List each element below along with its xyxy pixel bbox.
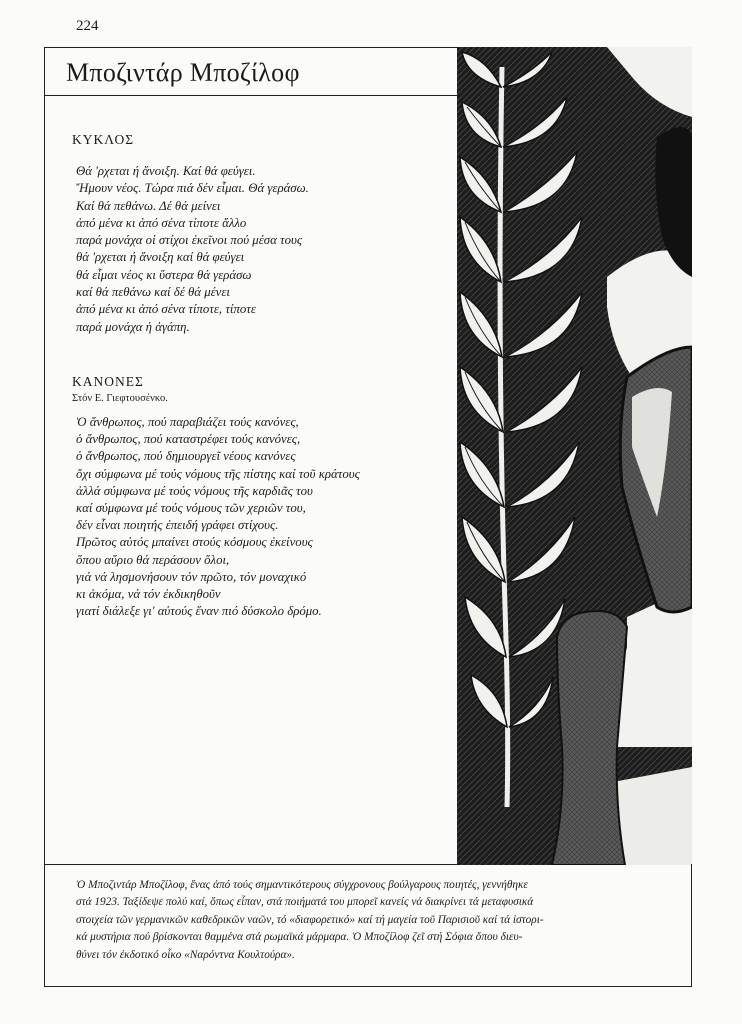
poem-line: δέν εἶναι ποιητής ἐπειδή γράφει στίχους. xyxy=(76,518,279,533)
bio-line: Ὁ Μποζιντάρ Μποζίλοφ, ἕνας ἀπό τούς σημαντικότερους σύγχρονους βούλγαρους ποιητές, γεννήθηκε xyxy=(76,879,528,891)
poem-line: Θά 'ρχεται ή ἄνοιξη. Καί θά φεύγει. xyxy=(76,164,256,178)
poem-line: ὁ ἄνθρωπος, πού δημιουργεῖ νέους κανόνες xyxy=(76,449,296,464)
poem-line: θά 'ρχεται ή ἄνοιξη καί θά φεύγει xyxy=(76,250,245,265)
poem-line: παρά μονάχα ἡ ἀγάπη. xyxy=(76,319,190,334)
poem-dedication: Στόν Ε. Γιεφτουσένκο. xyxy=(72,393,168,404)
author-bio-text xyxy=(76,877,544,964)
bio-line: στοιχεία τῶν γερμανικῶν καθεδρικῶν ναῶν, τό «διαφορετικό» καί τή μαγεία τοῦ Παρισιοῦ καί τά ἱστορι- xyxy=(76,913,544,926)
bio-line: κά μυστήρια πού βρίσκονται θαμμένα στά ρωμαϊκά μάρμαρα. Ὁ Μποζίλοφ ζεῖ στή Σόφια ὅπου διευ- xyxy=(76,931,523,944)
author-title: Μποζιντάρ Μποζίλοφ xyxy=(66,58,300,87)
poem-line: Πρῶτος αὐτός μπαίνει στούς κόσμους ἐκείνους xyxy=(76,535,313,550)
poem-line: ἀλλά σύμφωνα μέ τούς νόμους τῆς καρδιᾶς του xyxy=(76,483,313,498)
bio-line: θύνει τόν ἐκδοτικό οἶκο «Ναρόντνα Κουλτούρα». xyxy=(76,948,295,961)
poem-kyklos-text xyxy=(76,163,309,336)
poem-line: καί θά πεθάνω καί δέ θά μένει xyxy=(76,285,230,300)
poem-title-kyklos: ΚΥΚΛΟΣ xyxy=(72,132,135,147)
poem-title-kanones: ΚΑΝΟΝΕΣ xyxy=(72,374,144,389)
poem-line: ἀπό μένα κι ἀπό σένα τίποτε, τίποτε xyxy=(76,302,256,317)
page-number: 224 xyxy=(76,18,99,34)
poem-line: κι ἀκόμα, νά τόν ἐκδικηθοῦν xyxy=(76,586,221,601)
poem-line: θά εἶμαι νέος κι ὕστερα θά γεράσω xyxy=(76,267,252,282)
poem-line: Ἤμουν νέος. Τώρα πιά δέν εἶμαι. Θά γεράσω. xyxy=(76,181,309,196)
poem-kanones-text xyxy=(76,414,360,620)
poem-line: γιατί διάλεξε γι' αὐτούς ἕναν πιό δύσκολο δρόμο. xyxy=(76,604,322,619)
poem-line: παρά μονάχα οἱ στίχοι ἐκεῖνοι πού μέσα τους xyxy=(76,233,303,248)
poem-line: Καί θά πεθάνω. Δέ θά μείνει xyxy=(76,198,221,213)
bio-line: στά 1923. Ταξίδεψε πολύ καί, ὅπως εἶπαν, στά ποιήματά του μπορεῖ κανείς νά διακρίνει τά μεταφυσικά xyxy=(76,896,534,909)
illustration-svg xyxy=(457,47,692,865)
poem-line: ὅπου αὔριο θά περάσουν ὅλοι, xyxy=(76,552,230,567)
poem-line: ὁ ἄνθρωπος, πού καταστρέφει τούς κανόνες, xyxy=(76,432,301,447)
wheat-stalk-illustration xyxy=(457,47,692,865)
poem-line: ὄχι σύμφωνα μέ τούς νόμους τῆς πίστης καί τοῦ κράτους xyxy=(76,466,360,481)
poem-line: καί σύμφωνα μέ τούς νόμους τῶν χεριῶν του, xyxy=(76,500,306,515)
poem-line: ἀπό μένα κι ἀπό σένα τίποτε ἄλλο xyxy=(76,215,247,230)
poem-line: γιά νά λησμονήσουν τόν πρῶτο, τόν μοναχικό xyxy=(76,569,307,584)
poem-line: Ὁ ἄνθρωπος, πού παραβιάζει τούς κανόνες, xyxy=(76,415,299,429)
